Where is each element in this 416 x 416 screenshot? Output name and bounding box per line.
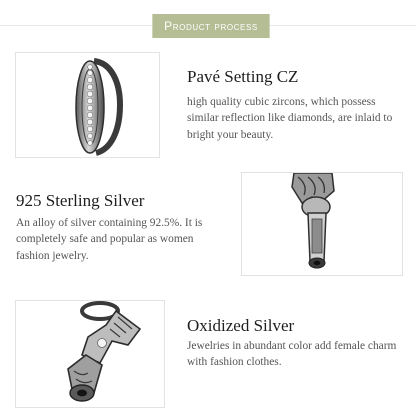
revolver-charm-image xyxy=(16,301,164,407)
oxidized-silver-title: Oxidized Silver xyxy=(187,316,295,335)
section-header-title: Product process xyxy=(164,19,258,33)
pave-spacer-charm-image xyxy=(16,53,159,157)
gun-charm-image-frame xyxy=(241,172,403,276)
revolver-charm-image-frame xyxy=(15,300,165,408)
pave-setting-description: high quality cubic zircons, which possess similar reflection like diamonds, are inlaid to bright your beauty. xyxy=(187,96,393,141)
pave-setting-title: Pavé Setting CZ xyxy=(187,67,299,86)
section-header xyxy=(152,14,270,38)
pave-charm-image-frame xyxy=(15,52,160,158)
sterling-silver-title: 925 Sterling Silver xyxy=(16,191,145,210)
oxidized-silver-description: Jewelries in abundant color add female charm with fashion clothes. xyxy=(187,340,397,369)
header-rule-left xyxy=(0,25,152,26)
gun-charm-closeup-image xyxy=(242,173,402,275)
header-rule-right xyxy=(270,25,416,26)
sterling-silver-description: An alloy of silver containing 92.5%. It is completely safe and popular as women fashion jewelry. xyxy=(16,217,203,262)
